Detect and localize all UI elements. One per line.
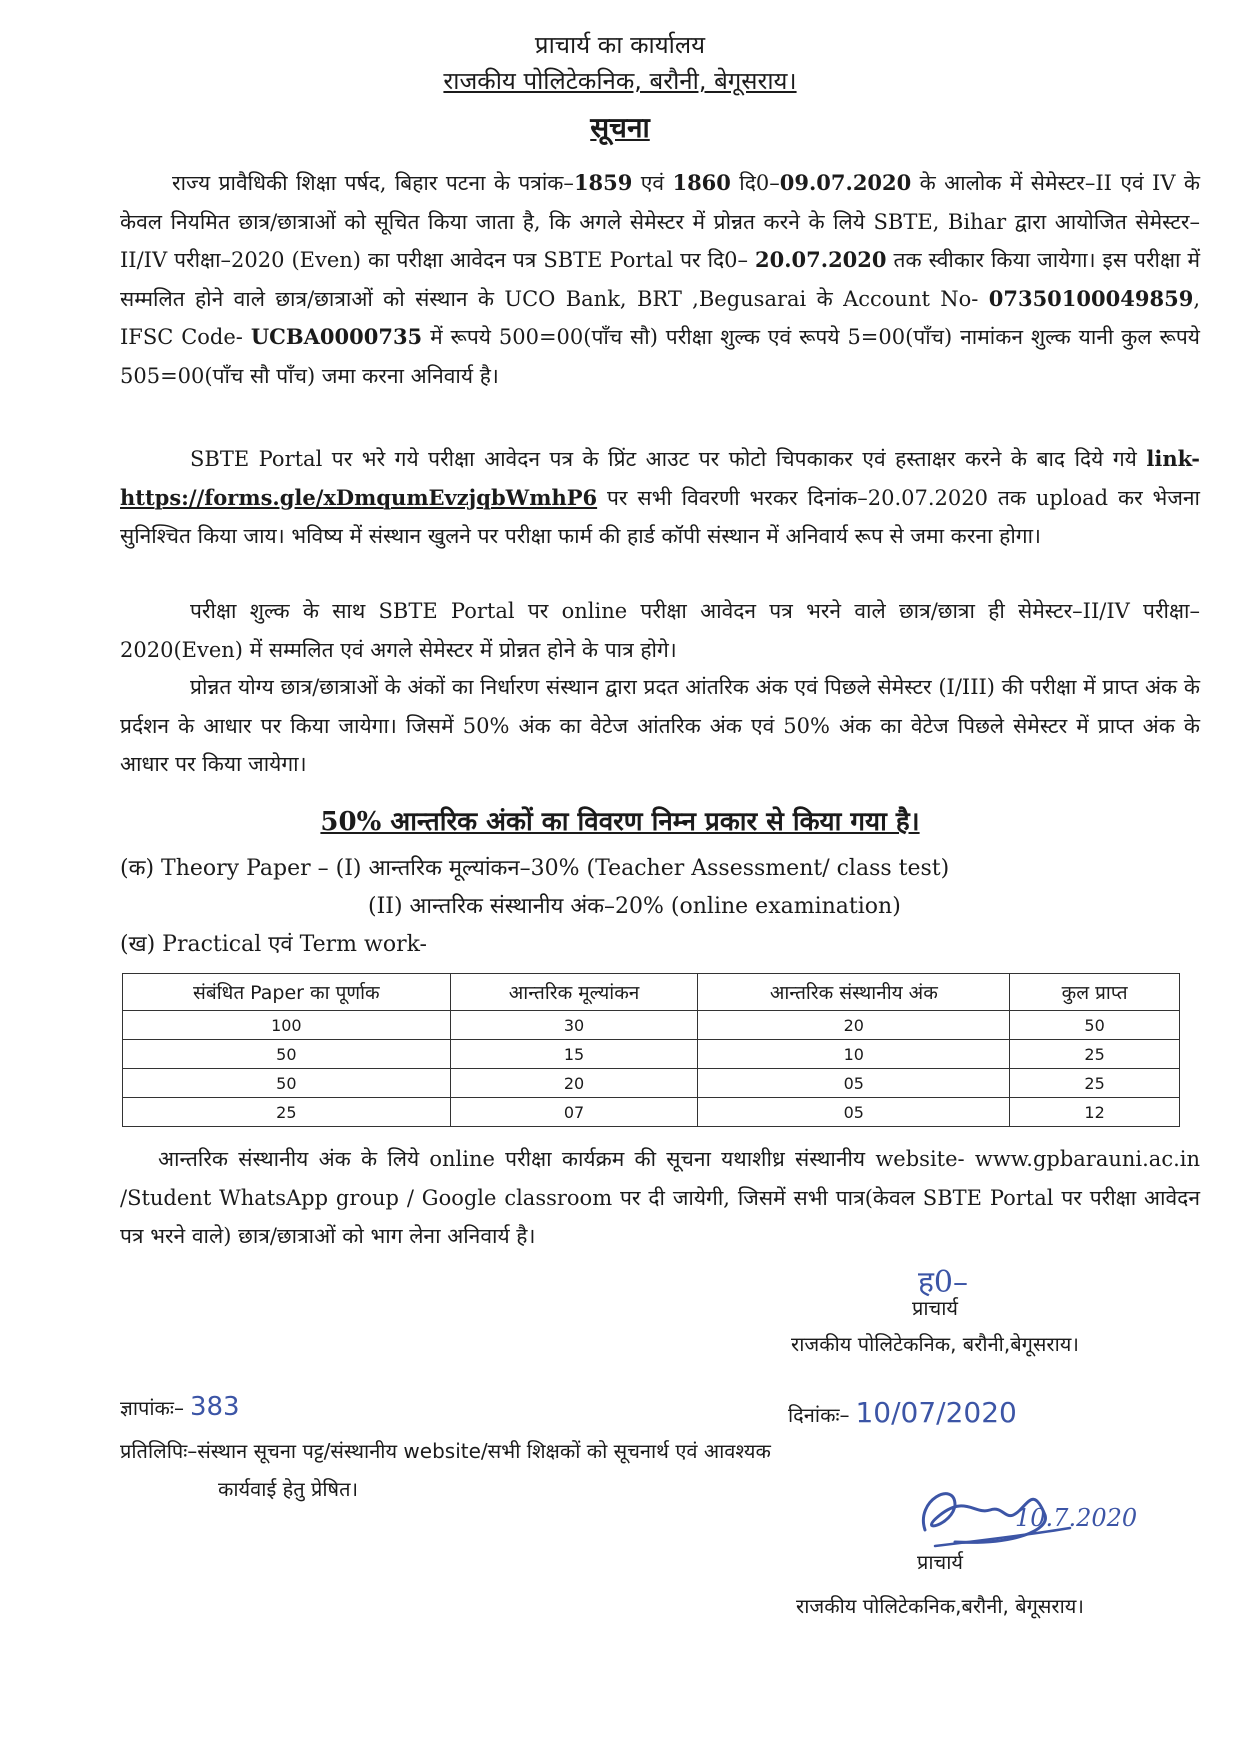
para1-text-6: , IFSC Code- — [120, 286, 1200, 349]
table-cell: 25 — [1010, 1040, 1180, 1069]
table-cell: 25 — [1010, 1069, 1180, 1098]
table-row — [123, 1069, 1180, 1098]
table-cell: 50 — [1010, 1011, 1180, 1040]
table-cell: 20 — [450, 1069, 698, 1098]
table-header-row — [123, 974, 1180, 1011]
paragraph-online-exam-info: आन्तरिक संस्थानीय अंक के लिये online परीक्षा कार्यक्रम की सूचना यथाशीध्र संस्थानीय website- www.gpbarauni.ac.in /Student WhatsApp group / Google classroom पर दी जायेगी, जिसमें सभी पात्र(केवल SBTE Portal पर परीक्षा आवेदन पत्र भरने वाले) छात्र/छात्राओं को भाग लेना अनिवार्य है। — [120, 1147, 1200, 1248]
principal-institute: राजकीय पोलिटेकनिक, बरौनी,बेगूसराय। — [791, 1332, 1079, 1356]
table-row — [123, 1098, 1180, 1127]
form-link[interactable]: https://forms.gle/xDmqumEvzjqbWmhP6 — [120, 484, 598, 510]
col-header-institutional-marks: आन्तरिक संस्थानीय अंक — [698, 974, 1010, 1011]
account-number: 07350100049859 — [988, 285, 1194, 311]
para2-text-2: पर सभी विवरणी भरकर दिनांक–20.07.2020 तक upload कर भेजना सुनिश्चित किया जाय। भविष्य में संस्थान खुलने पर परीक्षा फार्म की हार्ड कॉपी संस्थान में अनिवार्य रूप से जमा करना होगा। — [120, 485, 1200, 548]
paragraph-upload-form — [120, 440, 1200, 556]
table-cell: 30 — [450, 1011, 698, 1040]
date-label: दिनांकः– — [788, 1403, 850, 1427]
table-cell: 20 — [698, 1011, 1010, 1040]
para1-text-2: एवं — [632, 171, 673, 195]
table-cell: 25 — [123, 1098, 451, 1127]
principal-institute-2: राजकीय पोलिटेकनिक,बरौनी, बेगूसराय। — [796, 1594, 1084, 1618]
reference-value: 383 — [189, 1392, 240, 1422]
para1-text-1: राज्य प्रावैधिकी शिक्षा पर्षद, बिहार पटना के पत्रांक– — [172, 171, 574, 195]
theory-line-1: (क) Theory Paper – (I) आन्तरिक मूल्यांकन–30% (Teacher Assessment/ class test) — [120, 856, 950, 881]
signature-date: 10.7.2020 — [1015, 1504, 1138, 1532]
theory-line-2: (II) आन्तरिक संस्थानीय अंक–20% (online examination) — [368, 894, 901, 919]
signature-block-principal-2 — [720, 1540, 1160, 1628]
practical-line: (ख) Practical एवं Term work- — [120, 932, 427, 957]
paragraph-eligibility: परीक्षा शुल्क के साथ SBTE Portal पर online परीक्षा आवेदन पत्र भरने वाले छात्र/छात्रा ही सेमेस्टर–II/IV परीक्षा–2020(Even) में सम्मलित एवं अगले सेमेस्टर में प्रोन्नत होने के पात्र होगे। — [120, 599, 1200, 662]
para1-text-7: में रूपये 500=00(पाँच सौ) परीक्षा शुल्क एवं रूपये 5=00(पाँच) नामांकन शुल्क यानी कुल रूपये 505=00(पाँच सौ पाँच) जमा करना अनिवार्य है। — [120, 325, 1200, 388]
para1-text-5: तक स्वीकार किया जायेगा। इस परीक्षा में सम्मलित होने वाले छात्र/छात्राओं को संस्थान के UCO Bank, BRT ,Begusarai के Account No- — [120, 248, 1200, 311]
letter-number-2: 1860 — [672, 170, 731, 195]
paragraph-exam-application — [120, 164, 1200, 395]
notice-title: सूचना — [590, 111, 650, 144]
para1-text-4: के आलोक में सेमेस्टर–II एवं IV के केवल नियमित छात्र/छात्राओं को सूचित किया जाता है, कि अगले सेमेस्टर में प्रोन्नत करने के लिये SBTE, Bihar द्वारा आयोजित सेमेस्टर–II/IV परीक्षा–2020 (Even) का परीक्षा आवेदन पत्र SBTE Portal पर दि0– — [120, 171, 1200, 272]
letter-date: 09.07.2020 — [779, 170, 912, 195]
office-heading: प्राचार्य का कार्यालय — [534, 31, 706, 59]
table-row — [123, 1040, 1180, 1069]
col-header-internal-assessment: आन्तरिक मूल्यांकन — [450, 974, 698, 1011]
principal-designation: प्राचार्य — [911, 1296, 959, 1320]
institute-heading: राजकीय पोलिटेकनिक, बरौनी, बेगूसराय। — [443, 67, 797, 95]
table-cell: 15 — [450, 1040, 698, 1069]
table-row — [123, 1011, 1180, 1040]
reference-label: ज्ञापांकः– — [120, 1396, 184, 1420]
table-cell: 05 — [698, 1069, 1010, 1098]
date-value: 10/07/2020 — [855, 1396, 1017, 1429]
signature-block-principal — [700, 1290, 1170, 1362]
col-header-total: कुल प्राप्त — [1010, 974, 1180, 1011]
table-cell: 50 — [123, 1069, 451, 1098]
para1-text-3: दि0– — [730, 171, 780, 195]
table-cell: 100 — [123, 1011, 451, 1040]
marks-table — [122, 973, 1180, 1127]
table-cell: 07 — [450, 1098, 698, 1127]
link-label: link- — [1146, 446, 1200, 471]
copy-to-line-1: प्रतिलिपिः–संस्थान सूचना पट्ट/संस्थानीय website/सभी शिक्षकों को सूचनार्थ एवं आवश्यक — [120, 1439, 771, 1463]
paragraph-marks-determination: प्रोन्नत योग्य छात्र/छात्राओं के अंकों का निर्धारण संस्थान द्वारा प्रदत आंतरिक अंक एवं पिछले सेमेस्टर (I/III) की परीक्षा में प्राप्त अंक के प्रर्दशन के आधार पर किया जायेगा। जिसमें 50% अंक का वेटेज आंतरिक अंक एवं 50% अंक का वेटेज पिछले सेमेस्टर में प्राप्त अंक के आधार पर किया जायेगा। — [120, 675, 1200, 776]
handwritten-initials: ह0– — [918, 1265, 969, 1300]
table-cell: 12 — [1010, 1098, 1180, 1127]
reference-date — [788, 1396, 1017, 1429]
reference-number — [120, 1392, 240, 1422]
table-cell: 05 — [698, 1098, 1010, 1127]
table-cell: 50 — [123, 1040, 451, 1069]
para2-text-1: SBTE Portal पर भरे गये परीक्षा आवेदन पत्र के प्रिंट आउट पर फोटो चिपकाकर एवं हस्ताक्षर करने के बाद दिये गये — [190, 447, 1147, 471]
table-cell: 10 — [698, 1040, 1010, 1069]
internal-marks-heading: 50% आन्तरिक अंकों का विवरण निम्न प्रकार से किया गया है। — [320, 807, 920, 837]
col-header-full-marks: संबंधित Paper का पूर्णाक — [123, 974, 451, 1011]
ifsc-code: UCBA0000735 — [250, 324, 423, 349]
principal-designation-2: प्राचार्य — [916, 1550, 964, 1574]
letter-number-1: 1859 — [573, 170, 633, 195]
copy-to-line-2: कार्यवाई हेतु प्रेषित। — [218, 1477, 359, 1501]
last-date: 20.07.2020 — [755, 247, 887, 272]
